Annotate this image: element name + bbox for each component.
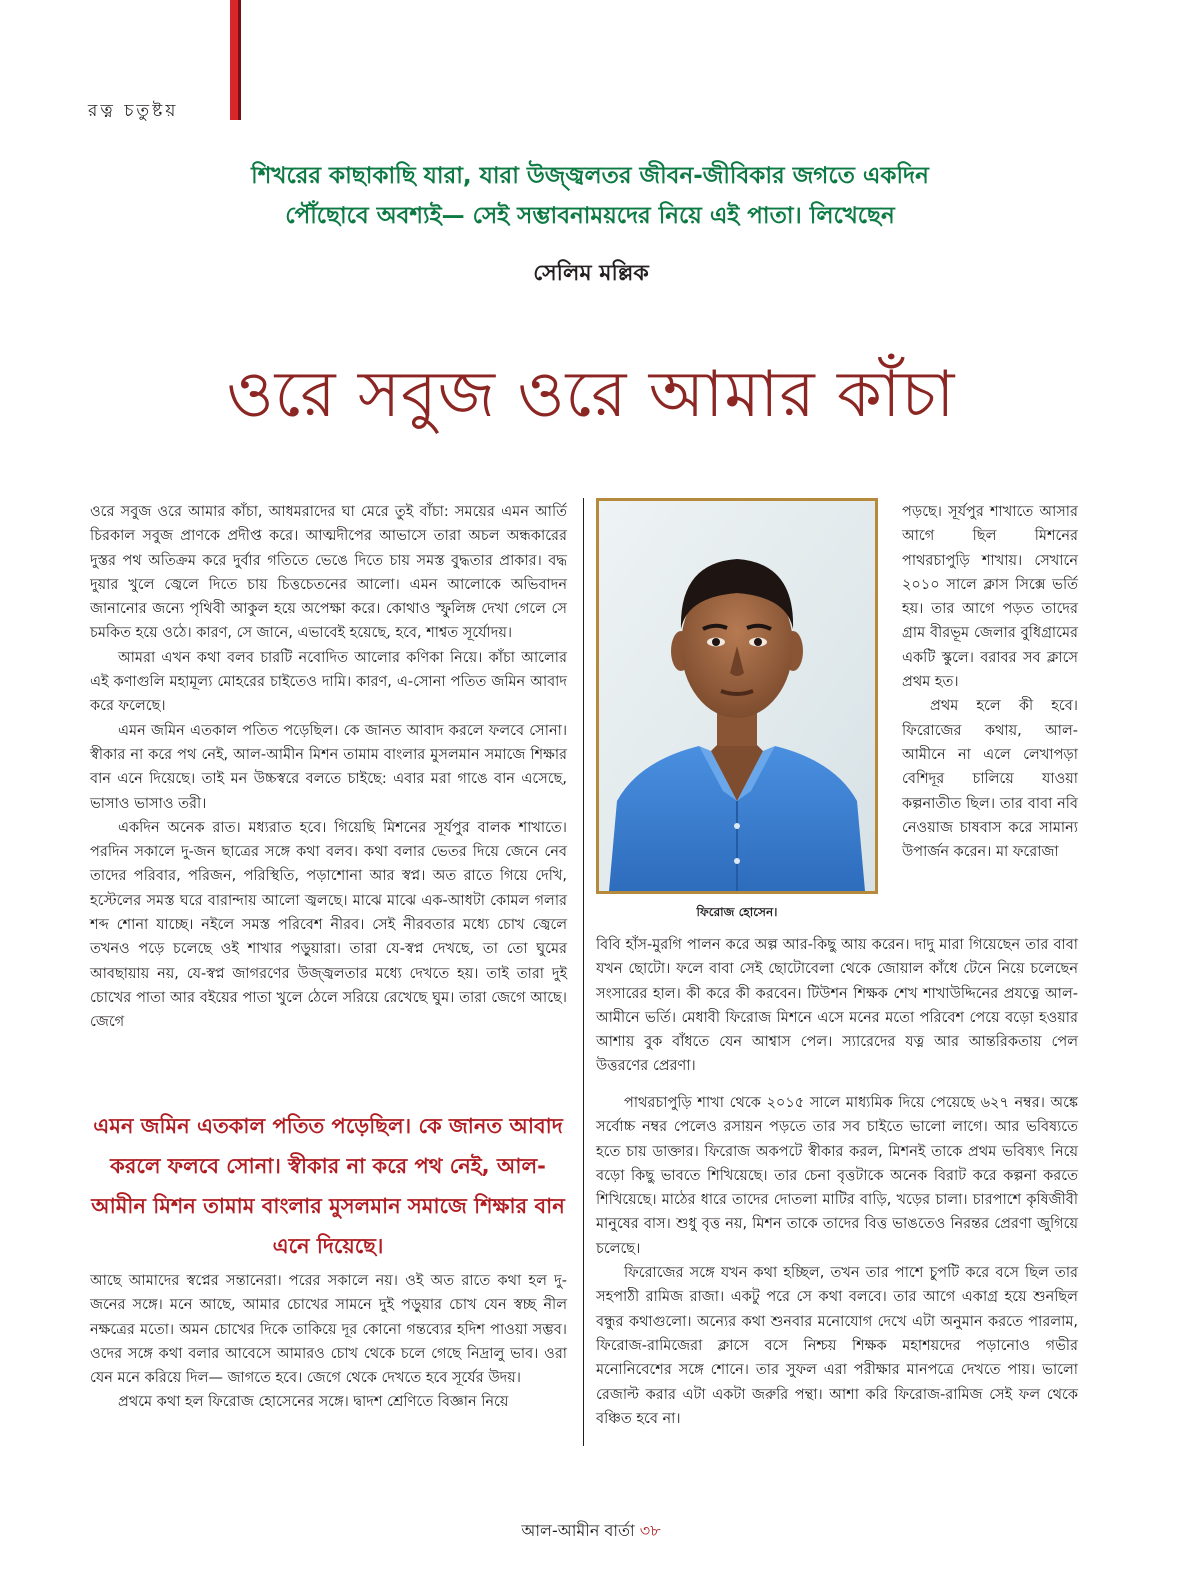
column-2 bbox=[902, 500, 1078, 864]
author-name: সেলিম মল্লিক bbox=[533, 261, 649, 286]
paragraph: ওরে সবুজ ওরে আমার কাঁচা, আধমরাদের ঘা মেরে তুই বাঁচা: সময়ের এমন আর্তি চিরকাল সবুজ প্রাণকে প্রদীপ্ত করে। আত্মদীপের আভাসে তারা অচল অন্ধকারের দুস্তর পথ অতিক্রম করে দুর্বার গতিতে ভেঙে দিতে চায় সমস্ত বুদ্ধতার প্রাকার। বদ্ধ দুয়ার খুলে জ্বেলে দিতে চায় চিত্তচেতনের আলো। এমন আলোকে অভিবাদন জানানোর জন্যে পৃথিবী আকুল হয়ে অপেক্ষা করে। কোথাও স্ফুলিঙ্গ দেখা গেলে সে চমকিত হয়ে ওঠে। কারণ, সে জানে, এভাবেই হয়েছে, হবে, শাশ্বত সূর্যোদয়। bbox=[90, 504, 567, 642]
page-footer bbox=[0, 1518, 1182, 1545]
pull-quote: এমন জমিন এতকাল পতিত পড়েছিল। কে জানত আবাদ করলে ফলবে সোনা। স্বীকার না করে পথ নেই, আল-আমীন মিশন তামাম বাংলার মুসলমান সমাজে শিক্ষার বান এনে দিয়েছে। bbox=[91, 1114, 565, 1258]
column-divider bbox=[583, 498, 584, 1446]
paragraph: প্রথম হলে কী হবে। ফিরোজের কথায়, আল-আমীনে না এলে লেখাপড়া বেশিদূর চালিয়ে যাওয়া কল্পনাতীত ছিল। তার বাবা নবি নেওয়াজ চাষবাস করে সামান্য উপার্জন করেন। মা ফরোজা bbox=[902, 698, 1078, 861]
paragraph: আমরা এখন কথা বলব চারটি নবোদিত আলোর কণিকা নিয়ে। কাঁচা আলোর এই কণাগুলি মহামূল্য মোহরের চাইতেও দামি। কারণ, এ-সোনা পতিত জমিন আবাদ করে ফলেছে। bbox=[90, 649, 567, 715]
column-3-continued bbox=[596, 1091, 1078, 1431]
portrait-photo bbox=[596, 498, 878, 894]
page-number: ৩৮ bbox=[639, 1521, 661, 1540]
paragraph: আছে আমাদের স্বপ্নের সন্তানেরা। পরের সকালে নয়। ওই অত রাতে কথা হল দু-জনের সঙ্গে। মনে আছে, আমার চোখের সামনে দুই পড়ুয়ার চোখ যেন স্বচ্ছ নীল নক্ষত্রের মতো। অমন চোখের দিকে তাকিয়ে দূর কোনো গন্তব্যের হদিশ পাওয়া সম্ভব। ওদের সঙ্গে কথা বলার আবেসে আমারও চোখ থেকে চলে গেছে নিদ্রালু ভাব। ওরা যেন মনে করিয়ে দিল— জাগতে হবে। জেগে থেকে দেখতে হবে সূর্যের উদয়। bbox=[90, 1273, 567, 1387]
photo-caption: ফিরোজ হোসেন। bbox=[696, 905, 778, 919]
intro-line-1: শিখরের কাছাকাছি যারা, যারা উজ্জ্বলতর জীবন-জীবিকার জগতে একদিন bbox=[251, 163, 929, 189]
paragraph: এমন জমিন এতকাল পতিত পড়েছিল। কে জানত আবাদ করলে ফলবে সোনা। স্বীকার না করে পথ নেই, আল-আমীন মিশন তামাম বাংলার মুসলমান সমাজে শিক্ষার বান এনে দিয়েছে। তাই মন উচ্চস্বরে বলতে চাইছে: এবার মরা গাঙে বান এসেছে, ভাসাও ভাসাও তরী। bbox=[90, 722, 567, 812]
article-title: ওরে সবুজ ওরে আমার কাঁচা bbox=[226, 358, 956, 432]
paragraph: বিবি হাঁস-মুরগি পালন করে অল্প আর-কিছু আয় করেন। দাদু মারা গিয়েছেন তার বাবা যখন ছোটো। ফলে বাবা সেই ছোটোবেলা থেকে জোয়াল কাঁধে টেনে নিয়ে চলেছেন সংসারের হাল। কী করে কী করবেন। টিউশন শিক্ষক শেখ শাখাউদ্দিনের প্রযত্নে আল-আমীনে ভর্তি। মেধাবী ফিরোজ মিশনে এসে মনের মতো পরিবেশ পেয়ে বড়ো হওয়ার আশায় বুক বাঁধতে যেন আশ্বাস পেল। স্যারেদের যত্ন আর আন্তরিকতায় পেল উত্তরণের প্রেরণা। bbox=[596, 937, 1078, 1075]
paragraph: পড়ছে। সূর্যপুর শাখাতে আসার আগে ছিল মিশনের পাথরচাপুড়ি শাখায়। সেখানে ২০১০ সালে ক্লাস সিক্সে ভর্তি হয়। তার আগে পড়ত তাদের গ্রাম বীরভূম জেলার বুধিগ্রামের একটি স্কুলে। বরাবর সব ক্লাসে প্রথম হত। bbox=[902, 504, 1078, 691]
section-label: রত্ন চতুষ্টয় bbox=[88, 101, 179, 121]
paragraph: একদিন অনেক রাত। মধ্যরাত হবে। গিয়েছি মিশনের সূর্যপুর বালক শাখাতে। পরদিন সকালে দু-জন ছাত্রের সঙ্গে কথা বলব। কথা বলার ভেতর দিয়ে জেনে নেব তাদের পরিবার, পরিজন, পরিস্থিতি, পড়াশোনা আর স্বপ্ন। অত রাতে গিয়ে দেখি, হস্টেলের সমস্ত ঘরে বারান্দায় আলো জ্বলছে। মাঝে মাঝে এক-আধটা কোমল গলার শব্দ শোনা যাচ্ছে। নইলে সমস্ত পরিবেশ নীরব। সেই নীরবতার মধ্যে চোখ জ্বেলে তখনও পড়ে চলেছে ওই শাখার পড়ুয়ারা। তারা যে-স্বপ্ন দেখছে, তা তো ঘুমের আবছায়ায় নয়, যে-স্বপ্ন জাগরণের উজ্জ্বলতার মধ্যে দেখতে হয়। তাই তারা দুই চোখের পাতা আর বইয়ের পাতা খুলে ঠেলে সরিয়ে রেখেছে ঘুম। তারা জেগে আছে। জেগে bbox=[90, 819, 567, 1031]
accent-bar-shadow bbox=[238, 0, 241, 120]
portrait-illustration bbox=[599, 501, 875, 891]
paragraph: পাথরচাপুড়ি শাখা থেকে ২০১৫ সালে মাধ্যমিক দিয়ে পেয়েছে ৬২৭ নম্বর। অঙ্কে সর্বোচ্চ নম্বর পেলেও রসায়ন পড়তে তার সব চাইতে ভালো লাগে। আর ভবিষ্যতে হতে চায় ডাক্তার। ফিরোজ অকপটে স্বীকার করল, মিশনই তাকে প্রথম ভবিষ্যৎ নিয়ে বড়ো কিছু ভাবতে শিখিয়েছে। তার চেনা বৃত্তটাকে অনেক বিরাট করে কল্পনা করতে শিখিয়েছে। মাঠের ধারে তাদের দোতলা মাটির বাড়ি, খড়ের চালা। চারপাশে কৃষিজীবী মানুষের বাস। শুধু বৃত্ত নয়, মিশন তাকে তাদের বিত্ত ভাঙতেও নিরন্তর প্রেরণা জুগিয়ে চলেছে। bbox=[596, 1095, 1078, 1257]
column-1 bbox=[90, 500, 567, 1035]
intro-line-2: পৌঁছোবে অবশ্যই— সেই সম্ভাবনাময়দের নিয়ে এই পাতা। লিখেছেন bbox=[285, 203, 895, 229]
accent-bar bbox=[230, 0, 238, 120]
column-1-continued bbox=[90, 1269, 567, 1415]
paragraph: ফিরোজের সঙ্গে যখন কথা হচ্ছিল, তখন তার পাশে চুপটি করে বসে ছিল তার সহপাঠী রামিজ রাজা। একটু পরে সে কথা বলবে। তার আগে একাগ্র হয়ে শুনছিল বন্ধুর কথাগুলো। অন্যের কথা শুনবার মনোযোগ দেখে এটা অনুমান করতে পারলাম, ফিরোজ-রামিজেরা ক্লাসে বসে নিশ্চয় শিক্ষক মহাশয়দের পড়ানোও গভীর মনোনিবেশের সঙ্গে শোনে। তার সুফল এরা পরীক্ষার মানপত্রে দেখতে পায়। ভালো রেজাল্ট করার এটা একটা জরুরি পন্থা। আশা করি ফিরোজ-রামিজ সেই ফল থেকে বঞ্চিত হবে না। bbox=[596, 1265, 1078, 1427]
paragraph: প্রথমে কথা হল ফিরোজ হোসেনের সঙ্গে। দ্বাদশ শ্রেণিতে বিজ্ঞান নিয়ে bbox=[118, 1394, 509, 1411]
column-3 bbox=[596, 933, 1078, 1079]
magazine-name: আল-আমীন বার্তা bbox=[521, 1521, 635, 1540]
